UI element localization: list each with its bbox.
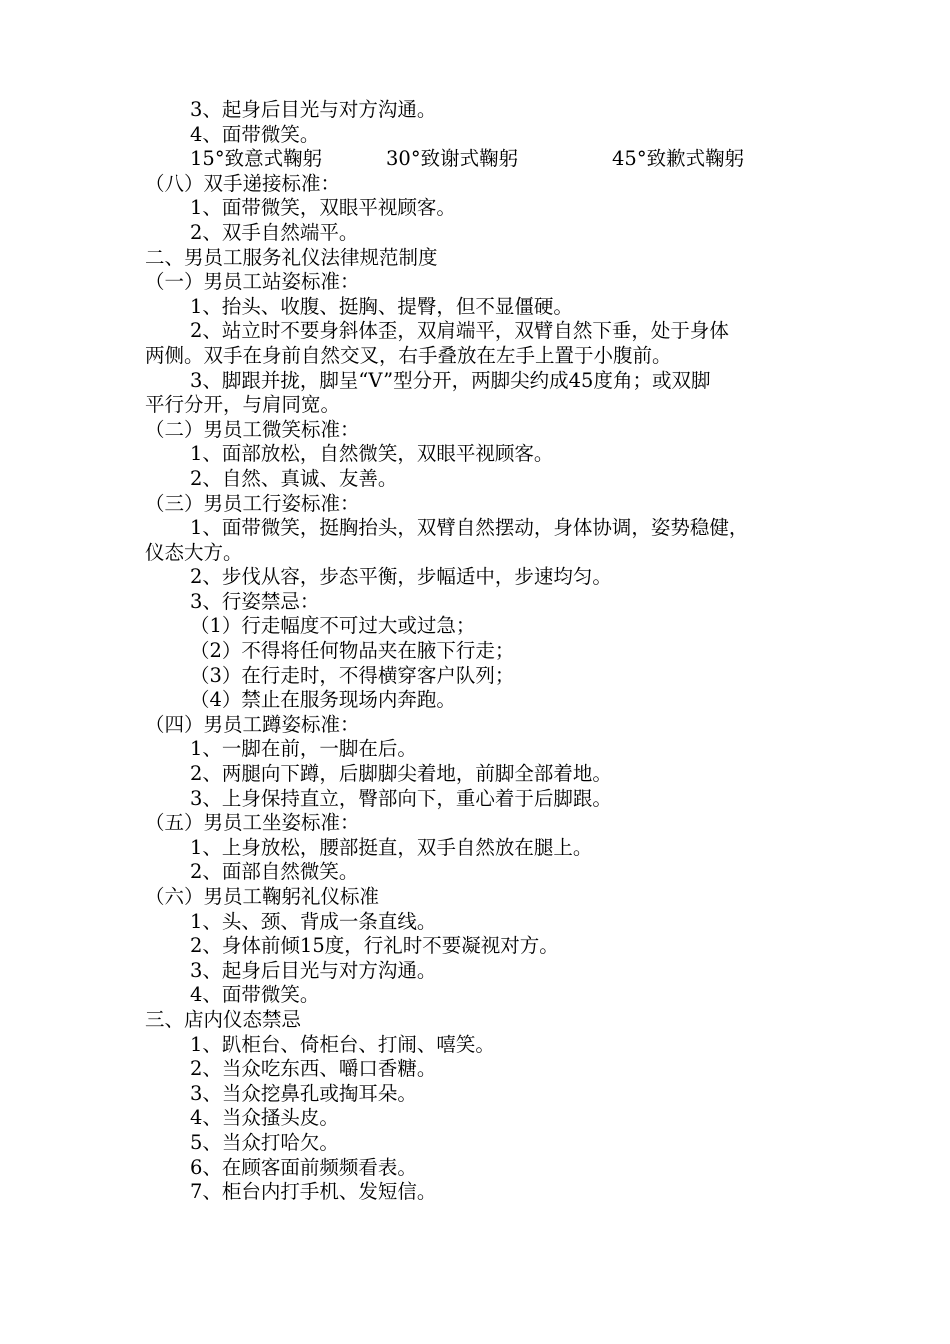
text-line: 4、面带微笑。 bbox=[190, 983, 320, 1007]
text-line: 3、行姿禁忌： bbox=[190, 589, 320, 613]
section-heading: （六）男员工鞠躬礼仪标准 bbox=[145, 885, 380, 908]
text-line: 7、柜台内打手机、发短信。 bbox=[190, 1180, 437, 1204]
text-line: 3、起身后目光与对方沟通。 bbox=[190, 958, 437, 982]
text-line: 3、上身保持直立，臀部向下，重心着于后脚跟。 bbox=[190, 786, 612, 810]
text-line: 2、自然、真诚、友善。 bbox=[190, 466, 398, 490]
sub-item-line: （1）行走幅度不可过大或过急； bbox=[190, 614, 476, 638]
text-line: 2、双手自然端平。 bbox=[190, 220, 359, 244]
sub-item-line: （4）禁止在服务现场内奔跑。 bbox=[190, 688, 456, 712]
text-line: 1、趴柜台、倚柜台、打闹、嘻笑。 bbox=[190, 1032, 495, 1056]
text-line: 1、一脚在前，一脚在后。 bbox=[190, 737, 417, 761]
text-line: 1、面带微笑，挺胸抬头，双臂自然摆动，身体协调，姿势稳健， bbox=[190, 516, 749, 540]
text-line: 3、脚跟并拢，脚呈“V”型分开，两脚尖约成45度角；或双脚 bbox=[190, 368, 711, 392]
text-line: 2、身体前倾15度，行礼时不要凝视对方。 bbox=[190, 934, 559, 958]
text-line: 1、抬头、收腹、挺胸、提臀，但不显僵硬。 bbox=[190, 294, 573, 318]
section-heading: （五）男员工坐姿标准： bbox=[145, 811, 360, 835]
text-line: 2、面部自然微笑。 bbox=[190, 860, 359, 884]
text-line: 3、起身后目光与对方沟通。 bbox=[190, 98, 437, 121]
text-line: 3、当众挖鼻孔或掏耳朵。 bbox=[190, 1081, 417, 1105]
text-line-continuation: 仪态大方。 bbox=[145, 540, 243, 564]
section-heading: （一）男员工站姿标准： bbox=[145, 270, 360, 294]
chapter-heading: 二、男员工服务礼仪法律规范制度 bbox=[145, 245, 438, 269]
bow-angle-30: 30°致谢式鞠躬 bbox=[386, 147, 519, 171]
bow-angle-15: 15°致意式鞠躬 bbox=[190, 147, 323, 171]
text-line: 4、面带微笑。 bbox=[190, 122, 320, 146]
text-line: 1、头、颈、背成一条直线。 bbox=[190, 909, 437, 933]
text-line: 5、当众打哈欠。 bbox=[190, 1130, 339, 1154]
section-heading: （八）双手递接标准： bbox=[145, 171, 341, 195]
text-line: 1、上身放松，腰部挺直，双手自然放在腿上。 bbox=[190, 835, 593, 859]
sub-item-line: （2）不得将任何物品夹在腋下行走； bbox=[190, 639, 515, 663]
text-line-continuation: 两侧。双手在身前自然交叉，右手叠放在左手上置于小腹前。 bbox=[145, 343, 672, 367]
document-body bbox=[145, 98, 835, 1205]
text-line: 2、步伐从容，步态平衡，步幅适中，步速均匀。 bbox=[190, 565, 612, 589]
section-heading: （三）男员工行姿标准： bbox=[145, 491, 360, 515]
text-line: 2、两腿向下蹲，后脚脚尖着地，前脚全部着地。 bbox=[190, 762, 612, 786]
section-heading: （二）男员工微笑标准： bbox=[145, 417, 360, 441]
text-line: 2、站立时不要身斜体歪，双肩端平，双臂自然下垂，处于身体 bbox=[190, 319, 729, 343]
text-line-continuation: 平行分开，与肩同宽。 bbox=[145, 393, 341, 417]
chapter-heading: 三、店内仪态禁忌 bbox=[145, 1007, 302, 1031]
text-line: 6、在顾客面前频频看表。 bbox=[190, 1155, 417, 1179]
text-line: 1、面部放松，自然微笑，双眼平视顾客。 bbox=[190, 442, 554, 466]
bow-angle-45: 45°致歉式鞠躬 bbox=[612, 147, 745, 171]
sub-item-line: （3）在行走时，不得横穿客户队列； bbox=[190, 663, 515, 687]
text-line: 4、当众搔头皮。 bbox=[190, 1106, 339, 1130]
text-line: 2、当众吃东西、嚼口香糖。 bbox=[190, 1057, 437, 1081]
section-heading: （四）男员工蹲姿标准： bbox=[145, 712, 360, 736]
text-line: 1、面带微笑，双眼平视顾客。 bbox=[190, 196, 456, 220]
bow-angles-line bbox=[145, 147, 835, 172]
